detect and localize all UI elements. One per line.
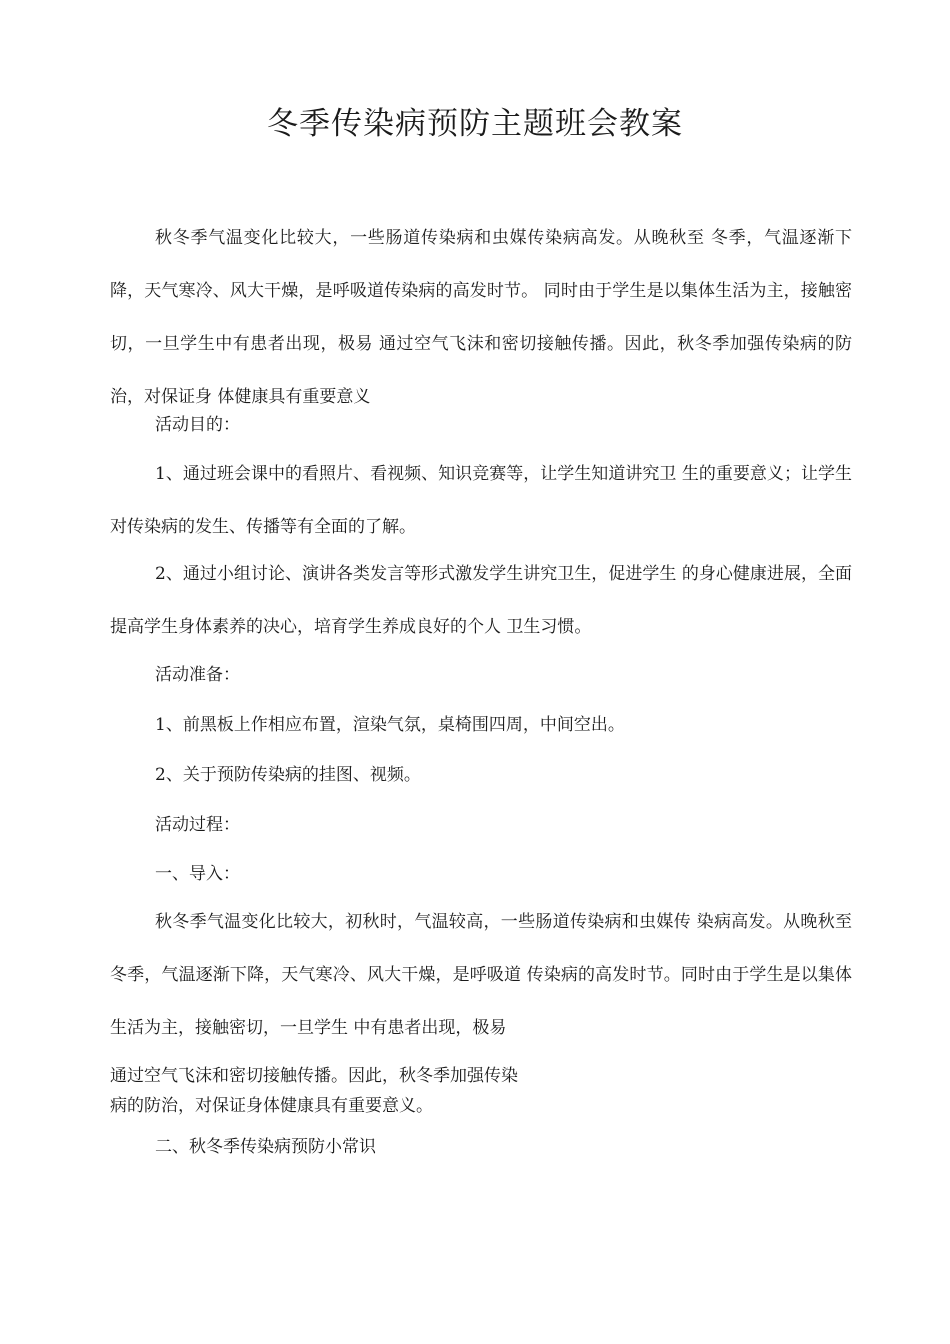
section-1-body: 秋冬季气温变化比较大，初秋时，气温较高，一些肠道传染病和虫媒传 染病高发。从晚秋至冬季，气温逐渐下降，天气寒冷、风大干燥，是呼吸道 传染病的高发时节。同时由于学生是以集体生活为主，接触密切，一旦学生 中有患者出现，极易 bbox=[110, 912, 852, 1038]
goal-item-2: 2、通过小组讨论、演讲各类发言等形式激发学生讲究卫生，促进学生 的身心健康进展，全面提高学生身体素养的决心，培育学生养成良好的个人 卫生习惯。 bbox=[110, 564, 852, 637]
document-title: 冬季传染病预防主题班会教案 bbox=[267, 106, 683, 142]
section-1-heading: 一、导入： bbox=[155, 864, 240, 884]
intro-paragraph: 秋冬季气温变化比较大，一些肠道传染病和虫媒传染病高发。从晚秋至 冬季，气温逐渐下降，天气寒冷、风大干燥，是呼吸道传染病的高发时节。 同时由于学生是以集体生活为主，接触密切，一旦学生中有患者出现，极易 通过空气飞沫和密切接触传播。因此，秋冬季加强传染病的防治，对保证身 体健康具有重要意义 bbox=[110, 228, 852, 407]
section-1-tail-line-1: 通过空气飞沫和密切接触传播。因此，秋冬季加强传染 bbox=[110, 1066, 518, 1086]
prep-item-1: 1、前黑板上作相应布置，渲染气氛，桌椅围四周，中间空出。 bbox=[155, 715, 625, 735]
goal-item-1: 1、通过班会课中的看照片、看视频、知识竞赛等，让学生知道讲究卫 生的重要意义；让学生对传染病的发生、传播等有全面的了解。 bbox=[110, 464, 852, 537]
prep-heading: 活动准备： bbox=[155, 665, 240, 685]
section-2-heading: 二、秋冬季传染病预防小常识 bbox=[155, 1137, 376, 1157]
section-1-tail-line-2: 病的防治，对保证身体健康具有重要意义。 bbox=[110, 1096, 433, 1116]
process-heading: 活动过程： bbox=[155, 815, 240, 835]
prep-item-2: 2、关于预防传染病的挂图、视频。 bbox=[155, 765, 421, 785]
goal-heading: 活动目的： bbox=[155, 415, 240, 435]
